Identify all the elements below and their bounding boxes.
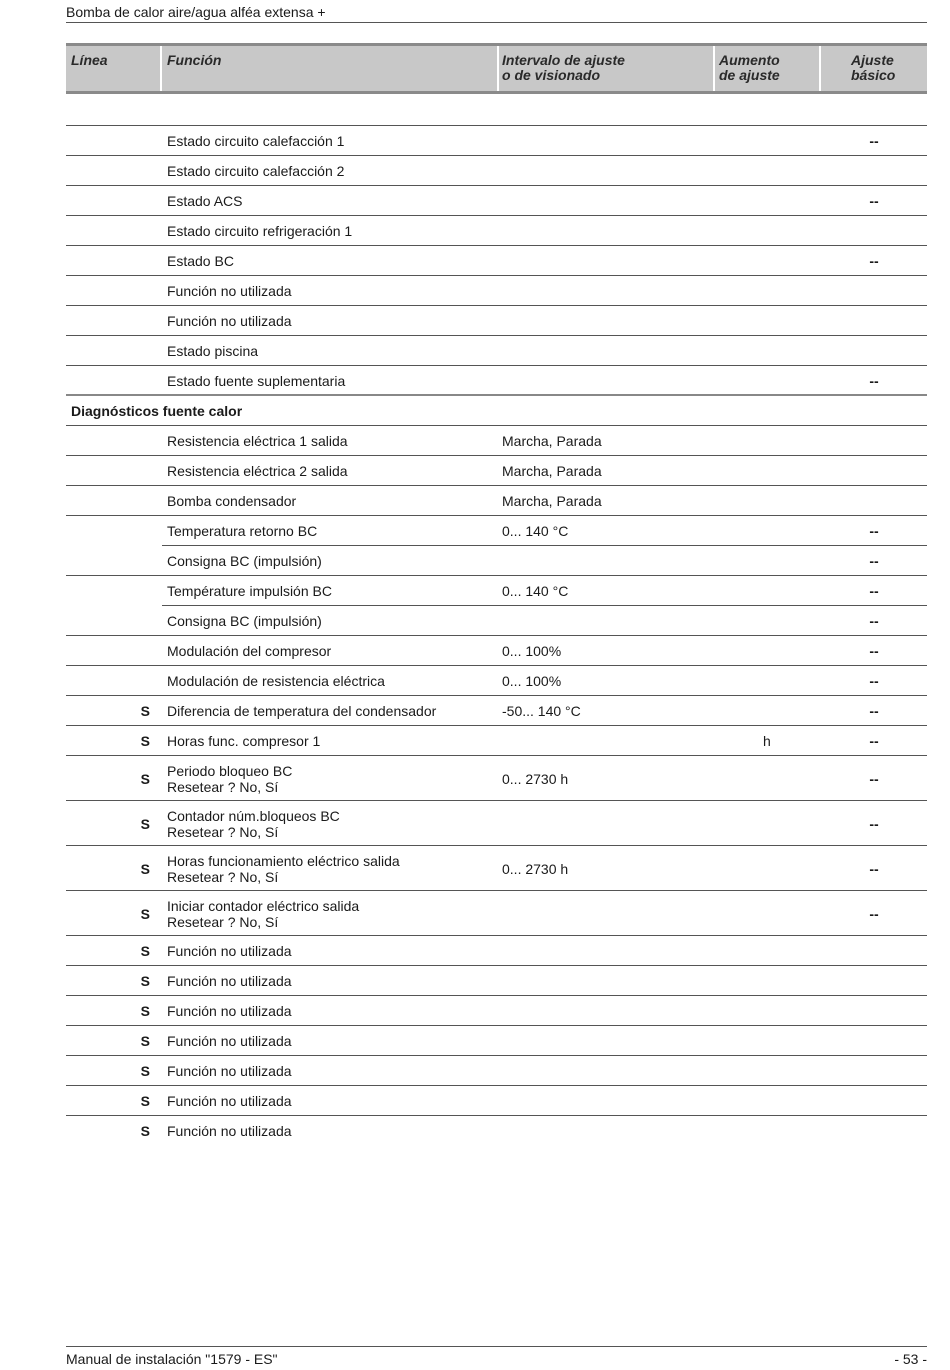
table-row: [66, 576, 927, 606]
table-row: [66, 276, 927, 306]
function-cell: Température impulsión BC: [167, 583, 332, 599]
line-cell: S: [140, 733, 150, 749]
section-row: [66, 396, 927, 426]
table-row: [66, 666, 927, 696]
function-cell: Horas func. compresor 1: [167, 733, 321, 749]
function-cell: Consigna BC (impulsión): [167, 553, 322, 569]
table-row: [66, 1086, 927, 1116]
basic-setting-cell: --: [869, 253, 879, 269]
function-cell: Función no utilizada: [167, 1033, 292, 1049]
diagnostic-rows: [66, 426, 927, 1146]
document-title: Bomba de calor aire/agua alféa extensa +: [66, 4, 326, 20]
function-cell: Periodo bloqueo BC: [167, 763, 293, 779]
table-row: [66, 726, 927, 756]
function-cell: Iniciar contador eléctrico salida: [167, 898, 360, 914]
function-cell: Bomba condensador: [167, 493, 297, 509]
basic-setting-cell: --: [869, 861, 879, 877]
table-row: [66, 891, 927, 936]
basic-setting-cell: --: [869, 703, 879, 719]
column-header-step: Aumento de ajuste: [719, 52, 780, 83]
table-row: [66, 456, 927, 486]
function-cell: Función no utilizada: [167, 1123, 292, 1139]
basic-setting-cell: --: [869, 523, 879, 539]
line-cell: S: [140, 1033, 150, 1049]
table-row: [66, 336, 927, 366]
basic-setting-cell: --: [869, 733, 879, 749]
function-cell: Función no utilizada: [167, 943, 292, 959]
line-cell: S: [140, 973, 150, 989]
function-cell: Función no utilizada: [167, 973, 292, 989]
basic-setting-cell: --: [869, 583, 879, 599]
range-cell: Marcha, Parada: [502, 493, 602, 509]
table-row: [66, 1116, 927, 1146]
line-cell: S: [140, 703, 150, 719]
basic-setting-cell: --: [869, 193, 879, 209]
table-row: [66, 936, 927, 966]
basic-setting-cell: --: [869, 673, 879, 689]
table-row: [66, 801, 927, 846]
function-subtext-cell: Resetear ? No, Sí: [167, 824, 279, 840]
range-cell: 0... 2730 h: [502, 771, 569, 787]
function-cell: Contador núm.bloqueos BC: [167, 808, 340, 824]
function-subtext-cell: Resetear ? No, Sí: [167, 914, 279, 930]
basic-setting-cell: --: [869, 906, 879, 922]
table-row: [66, 216, 927, 246]
table-row: [66, 996, 927, 1026]
step-cell: h: [763, 733, 771, 749]
range-cell: 0... 100%: [502, 673, 562, 689]
range-cell: 0... 100%: [502, 643, 562, 659]
basic-setting-cell: --: [869, 771, 879, 787]
column-header-line: Línea: [71, 52, 108, 68]
function-cell: Función no utilizada: [167, 1093, 292, 1109]
column-header-basic: Ajuste básico: [851, 52, 896, 83]
table-row: [66, 516, 927, 546]
basic-setting-cell: --: [869, 133, 879, 149]
function-cell: Temperatura retorno BC: [167, 523, 318, 539]
function-cell: Diferencia de temperatura del condensador: [167, 703, 437, 719]
function-subtext-cell: Resetear ? No, Sí: [167, 779, 279, 795]
basic-setting-cell: --: [869, 373, 879, 389]
table-row: [66, 636, 927, 666]
function-cell: Estado circuito calefacción 2: [167, 163, 345, 179]
function-cell: Estado circuito calefacción 1: [167, 133, 345, 149]
table-row: [66, 426, 927, 456]
line-cell: S: [140, 1093, 150, 1109]
table-row: [66, 1056, 927, 1086]
table-row: [66, 756, 927, 801]
table-row: [66, 306, 927, 336]
line-cell: S: [140, 771, 150, 787]
range-cell: 0... 140 °C: [502, 523, 569, 539]
function-cell: Estado piscina: [167, 343, 259, 359]
function-cell: Resistencia eléctrica 1 salida: [167, 433, 348, 449]
range-cell: Marcha, Parada: [502, 433, 602, 449]
table-row: [66, 966, 927, 996]
table-row: [66, 546, 927, 576]
line-cell: S: [140, 1003, 150, 1019]
spacer-row: [66, 94, 927, 126]
table-row: [66, 696, 927, 726]
line-cell: S: [140, 906, 150, 922]
function-cell: Horas funcionamiento eléctrico salida: [167, 853, 400, 869]
column-header-range: Intervalo de ajuste o de visionado: [502, 52, 625, 83]
footer-manual-ref: Manual de instalación "1579 - ES": [66, 1351, 278, 1367]
basic-setting-cell: --: [869, 553, 879, 569]
function-cell: Estado fuente suplementaria: [167, 373, 346, 389]
line-cell: S: [140, 1063, 150, 1079]
function-cell: Modulación de resistencia eléctrica: [167, 673, 385, 689]
parameter-table: [66, 43, 927, 1146]
table-row: [66, 606, 927, 636]
line-cell: S: [140, 943, 150, 959]
basic-setting-cell: --: [869, 816, 879, 832]
range-cell: 0... 2730 h: [502, 861, 569, 877]
table-row: [66, 156, 927, 186]
range-cell: 0... 140 °C: [502, 583, 569, 599]
line-cell: S: [140, 861, 150, 877]
function-cell: Estado BC: [167, 253, 234, 269]
table-row: [66, 1026, 927, 1056]
section-title: Diagnósticos fuente calor: [71, 403, 243, 419]
table-row: [66, 846, 927, 891]
table-row: [66, 126, 927, 156]
column-header-function: Función: [167, 52, 222, 68]
function-cell: Función no utilizada: [167, 283, 292, 299]
table-row: [66, 246, 927, 276]
line-cell: S: [140, 1123, 150, 1139]
table-row: [66, 186, 927, 216]
page-footer: [66, 1346, 927, 1367]
function-subtext-cell: Resetear ? No, Sí: [167, 869, 279, 885]
page-header: [66, 4, 927, 23]
table-row: [66, 486, 927, 516]
function-cell: Resistencia eléctrica 2 salida: [167, 463, 348, 479]
basic-setting-cell: --: [869, 643, 879, 659]
range-cell: Marcha, Parada: [502, 463, 602, 479]
range-cell: -50... 140 °C: [502, 703, 581, 719]
function-cell: Consigna BC (impulsión): [167, 613, 322, 629]
basic-setting-cell: --: [869, 613, 879, 629]
page-number: - 53 -: [894, 1351, 927, 1367]
table-row: [66, 366, 927, 396]
line-cell: S: [140, 816, 150, 832]
function-cell: Estado circuito refrigeración 1: [167, 223, 353, 239]
table-header: [66, 43, 927, 94]
function-cell: Función no utilizada: [167, 313, 292, 329]
function-cell: Función no utilizada: [167, 1003, 292, 1019]
function-cell: Modulación del compresor: [167, 643, 332, 659]
function-cell: Función no utilizada: [167, 1063, 292, 1079]
function-cell: Estado ACS: [167, 193, 243, 209]
status-rows: [66, 126, 927, 396]
